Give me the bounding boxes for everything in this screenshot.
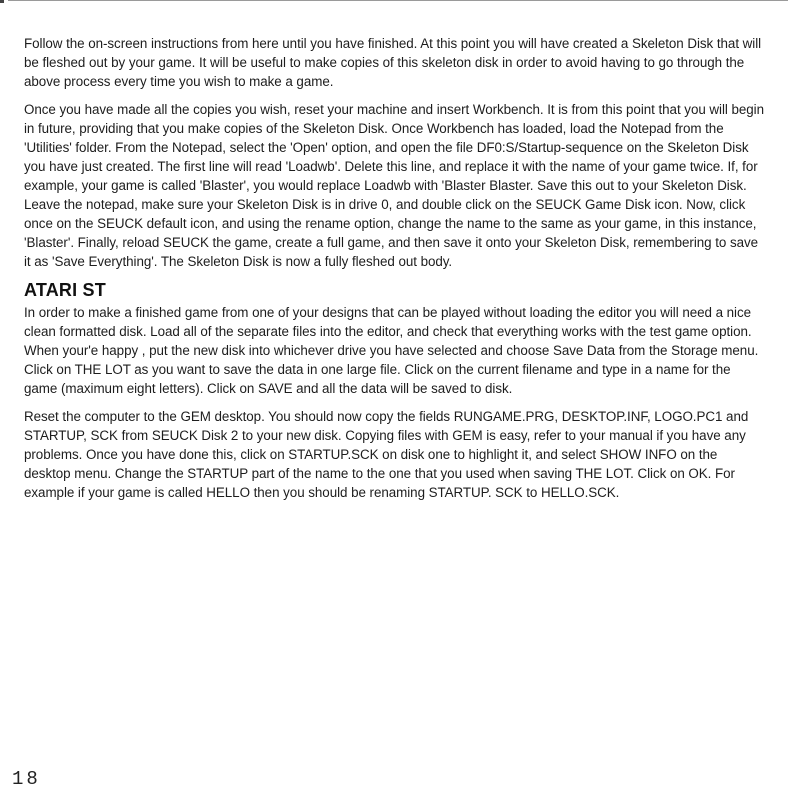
paragraph: Once you have made all the copies you wish, reset your machine and insert Workbench. It is from this point that you will begin in future, providing that you make copies of the Skeleton Disk. Once Workbench has loaded, load the Notepad from the 'Utilities' folder. From the Notepad, select the 'Open' option, and open the file DF0:S/Startup-sequence on the Skeleton Disk you have just created. The first line will read 'Loadwb'. Delete this line, and replace it with the name of your game twice. If, for example, your game is called 'Blaster', you would replace Loadwb with 'Blaster Blaster. Save this out to your Skeleton Disk. Leave the notepad, make sure your Skeleton Disk is in drive 0, and double click on the SEUCK Game Disk icon. Now, click once on the SEUCK default icon, and using the rename option, change the name to the same as your game, in this instance, 'Blaster'. Finally, reload SEUCK the game, create a full game, and then save it onto your Skeleton Disk, remembering to save it as 'Save Everything'. The Skeleton Disk is now a fully fleshed out body. xyxy=(24,102,764,269)
page-content xyxy=(24,34,764,511)
page-number: 18 xyxy=(12,768,41,790)
paragraph: In order to make a finished game from one of your designs that can be played without loading the editor you will need a nice clean formatted disk. Load all of the separate files into the editor, and check that everything works with the test game option. When your'e happy , put the new disk into whichever drive you have selected and choose Save Data from the Storage menu. Click on THE LOT as you want to save the data in one large file. Click on the current filename and type in a name for the game (maximum eight letters). Click on SAVE and all the data will be saved to disk. xyxy=(24,305,759,396)
paragraph: Reset the computer to the GEM desktop. You should now copy the fields RUNGAME.PRG, DESKTOP.INF, LOGO.PC1 and STARTUP, SCK from SEUCK Disk 2 to your new disk. Copying files with GEM is easy, refer to your manual if you have any problems. Once you have done this, click on STARTUP.SCK on disk one to highlight it, and select SHOW INFO on the desktop menu. Change the STARTUP part of the name to the one that you used when saving THE LOT. Click on OK. For example if your game is called HELLO then you should be renaming STARTUP. SCK to HELLO.SCK. xyxy=(24,409,749,500)
paragraph: Follow the on-screen instructions from here until you have finished. At this point you will have created a Skeleton Disk that will be fleshed out by your game. It will be useful to make copies of this skeleton disk in order to avoid having to go through the above process every time you wish to make a game. xyxy=(24,36,762,89)
top-rule xyxy=(8,0,788,1)
section-heading: ATARI ST xyxy=(24,280,106,300)
section-atari-st xyxy=(24,280,764,502)
section-amiga-instructions xyxy=(24,34,764,271)
